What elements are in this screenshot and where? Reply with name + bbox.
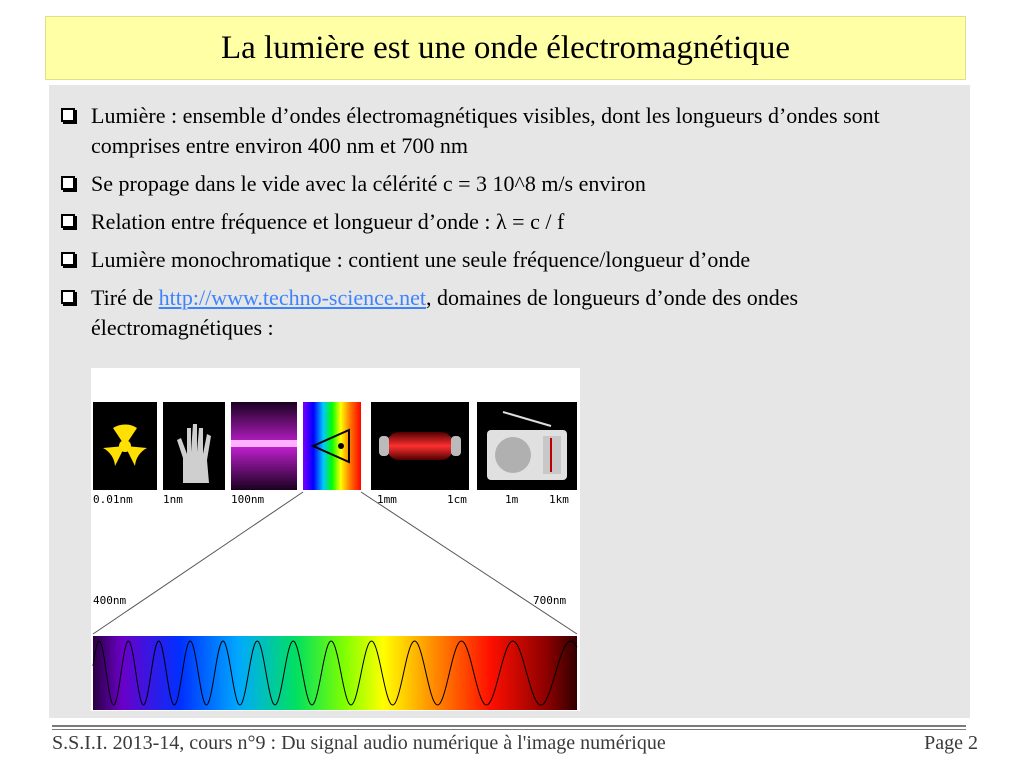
content-box	[49, 85, 970, 718]
slide-title-bar	[45, 16, 966, 80]
checkbox-bullet-icon	[61, 108, 75, 122]
bullet-text: Lumière monochromatique : contient une seule fréquence/longueur d’onde	[91, 247, 751, 272]
checkbox-bullet-icon	[61, 252, 75, 266]
bullet-list	[59, 101, 954, 351]
bullet-prefix: Tiré de	[91, 285, 159, 310]
scale-label: 0.01nm	[93, 493, 133, 506]
bullet-item	[59, 207, 954, 237]
checkbox-bullet-icon	[61, 290, 75, 304]
bullet-text: Se propage dans le vide avec la célérité c = 3 10^8 m/s environ	[91, 171, 646, 196]
scale-label: 100nm	[231, 493, 265, 506]
footer-course: S.S.I.I. 2013-14, cours n°9 : Du signal audio numérique à l'image numérique	[52, 732, 666, 754]
scale-label: 1m	[505, 493, 519, 506]
em-spectrum-figure	[91, 368, 580, 711]
scale-label: 1nm	[163, 493, 183, 506]
checkbox-bullet-icon	[61, 176, 75, 190]
bullet-item	[59, 169, 954, 199]
footer-rule	[52, 725, 966, 727]
scale-label: 1cm	[447, 493, 467, 506]
checkbox-bullet-icon	[61, 214, 75, 228]
scale-label: 1km	[549, 493, 569, 506]
bullet-suffix: , domaines de longueurs d’onde des ondes électromagnétiques :	[91, 285, 799, 340]
footer-rule	[52, 729, 966, 730]
slide-title: La lumière est une onde électromagnétique	[220, 29, 790, 66]
bullet-item	[59, 245, 954, 275]
visible-start-label: 400nm	[93, 594, 127, 607]
visible-end-label: 700nm	[533, 594, 567, 607]
bullet-item	[59, 101, 954, 161]
footer-page: Page 2	[924, 732, 978, 754]
scale-label: 1mm	[377, 493, 397, 506]
source-link[interactable]: http://www.techno-science.net	[158, 285, 427, 310]
bullet-text: Lumière : ensemble d’ondes électromagnétiques visibles, dont les longueurs d’ondes sont comprises entre environ 400 nm et 700 nm	[91, 103, 880, 158]
bullet-text: Relation entre fréquence et longueur d’onde : λ = c / f	[91, 209, 565, 234]
bullet-item	[59, 283, 954, 343]
